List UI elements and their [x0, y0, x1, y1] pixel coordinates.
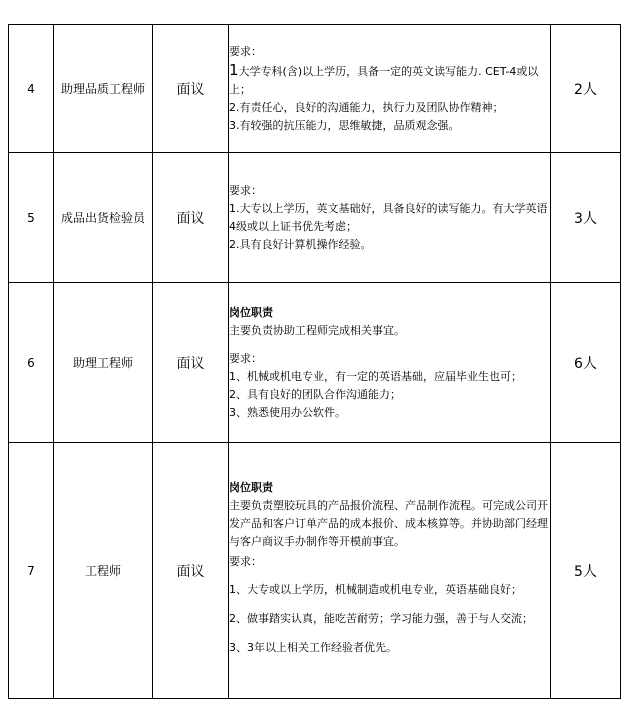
- duties-label: 岗位职责: [229, 481, 273, 494]
- requirements-label: 要求：: [229, 183, 262, 197]
- salary-method: 面议: [153, 283, 229, 443]
- headcount: 2人: [551, 25, 621, 153]
- salary-method: 面议: [153, 443, 229, 699]
- requirement-item: 3、熟悉使用办公软件。: [229, 405, 346, 419]
- requirement-item: [229, 61, 550, 99]
- requirement-item: 2、做事踏实认真，能吃苦耐劳；学习能力强，善于与人交流；: [229, 612, 533, 625]
- requirement-item: 2.具有良好计算机操作经验。: [229, 237, 372, 251]
- requirement-number: 1: [229, 60, 239, 79]
- job-description: [229, 443, 551, 699]
- table-row: [9, 283, 621, 443]
- job-title: 工程师: [54, 443, 153, 699]
- row-number: 5: [9, 153, 54, 283]
- row-number: 4: [9, 25, 54, 153]
- row-number: 7: [9, 443, 54, 699]
- row-number: 6: [9, 283, 54, 443]
- requirement-text: 大学专科(含)以上学历，具备一定的英文读写能力. CET-4或以上；: [229, 64, 539, 96]
- headcount: 3人: [551, 153, 621, 283]
- table-row: [9, 443, 621, 699]
- table-row: [9, 25, 621, 153]
- recruitment-table: [8, 24, 621, 699]
- requirement-item: 2.有责任心，良好的沟通能力，执行力及团队协作精神；: [229, 100, 504, 114]
- duties-text: 主要负责协助工程师完成相关事宜。: [229, 323, 405, 337]
- page-corner-mark: [590, 691, 604, 701]
- requirements-label: 要求：: [229, 44, 262, 58]
- job-description: [229, 153, 551, 283]
- job-title: 助理品质工程师: [54, 25, 153, 153]
- requirement-item: 1、机械或机电专业，有一定的英语基础，应届毕业生也可；: [229, 369, 522, 383]
- requirement-item: 3、3年以上相关工作经验者优先。: [229, 641, 397, 654]
- salary-method: 面议: [153, 153, 229, 283]
- requirement-item: 2、具有良好的团队合作沟通能力；: [229, 387, 401, 401]
- headcount: 6人: [551, 283, 621, 443]
- requirement-item: 1、大专或以上学历，机械制造或机电专业，英语基础良好；: [229, 583, 522, 596]
- job-description: [229, 283, 551, 443]
- table-row: [9, 153, 621, 283]
- requirements-label: 要求：: [229, 555, 262, 568]
- job-title: 助理工程师: [54, 283, 153, 443]
- duties-text: 主要负责塑胶玩具的产品报价流程、产品制作流程。可完成公司开发产品和客户订单产品的成本报价、成本核算等。并协助部门经理与客户商议手办制作等开模前事宜。: [229, 499, 548, 548]
- salary-method: 面议: [153, 25, 229, 153]
- headcount: 5人: [551, 443, 621, 699]
- requirements-label: 要求：: [229, 351, 262, 365]
- job-description: [229, 25, 551, 153]
- job-title: 成品出货检验员: [54, 153, 153, 283]
- requirement-item: 1.大专以上学历，英文基础好，具备良好的读写能力。有大学英语4级或以上证书优先考虑；: [229, 201, 548, 233]
- spacer: [229, 340, 550, 350]
- requirement-item: 3.有较强的抗压能力，思维敏捷，品质观念强。: [229, 118, 460, 132]
- duties-label: 岗位职责: [229, 305, 273, 319]
